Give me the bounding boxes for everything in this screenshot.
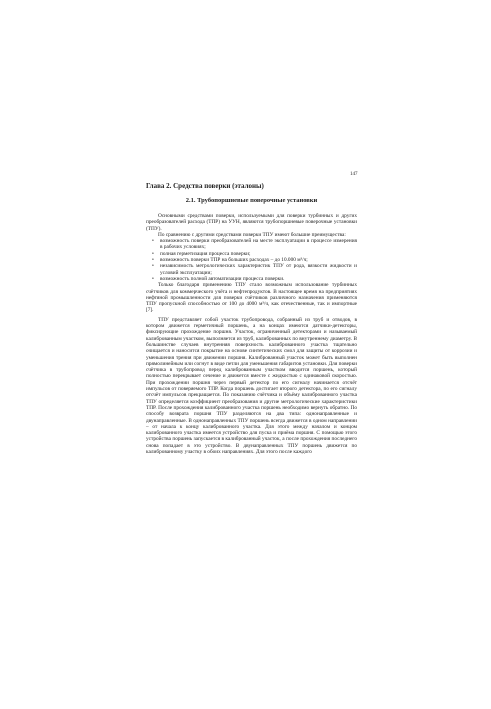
advantages-list bbox=[146, 238, 357, 282]
paragraph-usage: Только благодаря применению ТПУ стало возможным использование турбинных счётчиков для коммерческого учёта и нефтепродуктов. В настоящее время на предприятиях нефтяной промышленности для поверки счётчиков различного назначения применяются ТПУ пропускной способностью от 100 до 4000 м³/ч, как отечественные, так и импортные [7]. bbox=[146, 282, 357, 314]
page-number: 147 bbox=[350, 172, 358, 177]
chapter-title: Глава 2. Средства поверки (эталоны) bbox=[146, 182, 264, 190]
list-item: • независимость метрологических характеристик ТПУ от рода, вязкости жидкости и условий эксплуатации; bbox=[160, 263, 357, 276]
list-item: • полная герметизация процесса поверки; bbox=[160, 251, 357, 257]
section-title: 2.1. Трубопоршневые поверочные установки bbox=[185, 197, 318, 204]
list-item: • возможность поверки преобразователей на месте эксплуатации в процессе измерения в рабочих условиях; bbox=[160, 238, 357, 251]
paragraph-intro: Основными средствами поверки, используемыми для поверки турбинных и других преобразователей расхода (ТПР) на УУН, являются трубопоршневые поверочные установки (ТПУ). bbox=[146, 213, 357, 232]
paragraph-advantages-lead: По сравнению с другими средствами поверки ТПУ имеют большие преимущества: bbox=[158, 231, 346, 238]
list-item: • возможность полной автоматизации процесса поверки. bbox=[160, 276, 357, 282]
body-text bbox=[146, 213, 357, 455]
list-item: • возможность поверки ТПР на больших расходах – до 10.000 м³/ч; bbox=[160, 257, 357, 263]
paragraph-description: ТПУ представляет собой участок трубопровода, собранный из труб и отводов, в котором движется герметичный поршень, а на концах имеются датчики-детекторы, фиксирующие прохождение поршня. Участок, ограниченный детекторами и называемый калиброванным участком, выполняется из труб, калиброванных по внутреннему диаметру. В большинстве случаев внутренняя поверхность калиброванного участка тщательно очищается и наносится покрытие на основе синтетических смол для защиты от коррозии и уменьшения трения при движении поршня. Калиброванный участок может быть выполнен прямолинейным или согнут в виде петли для уменьшения габаритов установки. Для поверки счётчика в трубопровод перед калиброванным участком вводится поршень, который полностью перекрывает сечение и движется вместе с жидкостью с одинаковой скоростью. При прохождении поршня через первый детектор по его сигналу начинается отсчёт импульсов от поверяемого ТПР. Когда поршень достигает второго детектора, по его сигналу отсчёт импульсов прекращается. По показанию счётчика и объёму калиброванного участка ТПУ определяется коэффициент преобразования и другие метрологические характеристики ТПР. После прохождения калиброванного участка поршень необходимо вернуть обратно. По способу возврата поршня ТПУ разделяются на два типа: однонаправленные и двунаправленные. В однонаправленных ТПУ поршень всегда движется в одном направлении – от начала к концу калиброванного участка. Для этого между началом и концом калиброванного участка имеется устройство для пуска и приёма поршня. С помощью этого устройства поршень запускается в калиброванный участок, а после прохождения последнего снова попадает в это устройство. В двунаправленных ТПУ поршень движется по калиброванному участку в обоих направлениях. Для этого после каждого bbox=[146, 316, 357, 455]
